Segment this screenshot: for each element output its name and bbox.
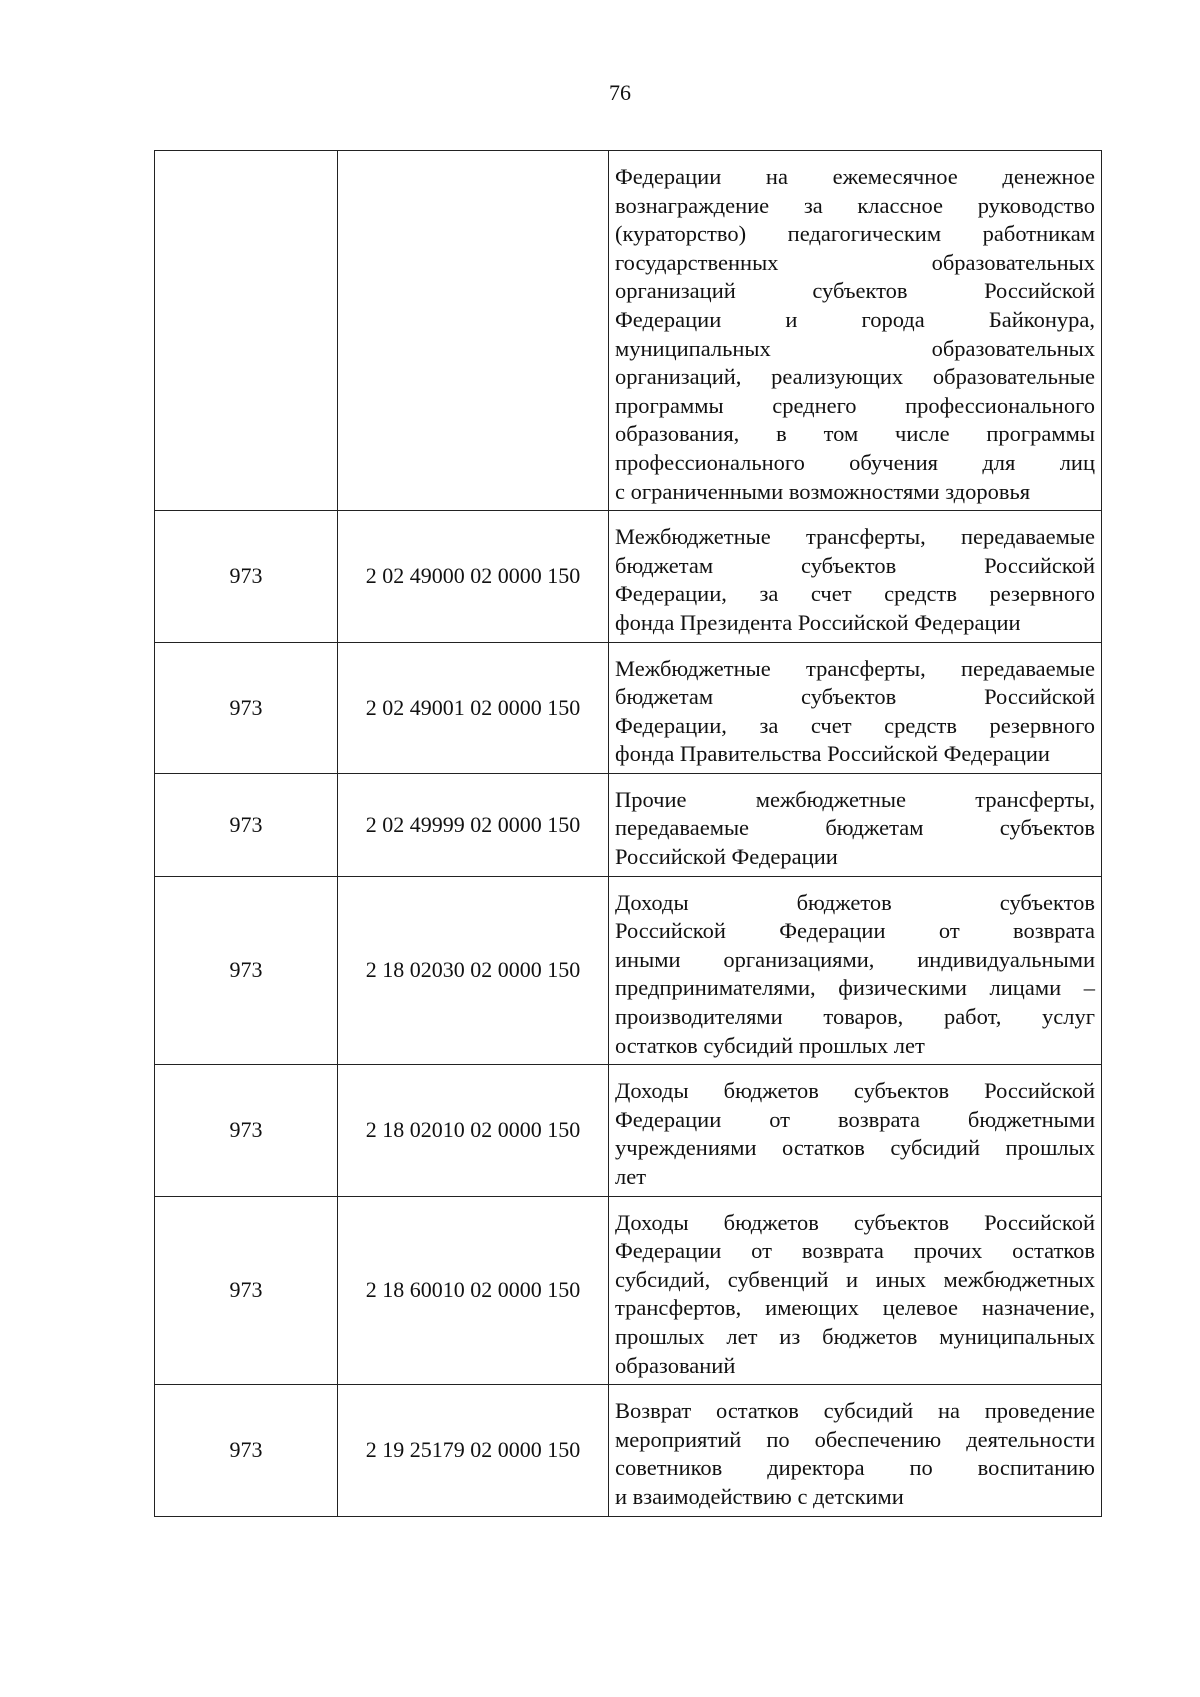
revenue-code-cell: 2 18 02030 02 0000 150 [338, 876, 609, 1065]
table-row [155, 151, 1102, 511]
revenue-code-cell: 2 02 49001 02 0000 150 [338, 642, 609, 773]
revenue-name-line: бюджетам субъектов Российской [615, 684, 1095, 710]
revenue-name-line: Доходы бюджетов субъектов [615, 889, 1095, 915]
revenue-name-text [609, 643, 1101, 773]
revenue-name-line: производителями товаров, работ, услуг [615, 1004, 1095, 1030]
revenue-name-line: лет [615, 1164, 647, 1189]
revenue-name-line: Межбюджетные трансферты, передаваемые [615, 655, 1095, 681]
revenue-name-line: Прочие межбюджетные трансферты, [615, 786, 1095, 812]
revenue-name-line: Межбюджетные трансферты, передаваемые [615, 524, 1095, 550]
admin-code-cell: 973 [155, 1196, 338, 1385]
revenue-name-line: Федерации от возврата прочих остатков [615, 1238, 1095, 1264]
admin-code-cell: 973 [155, 773, 338, 876]
revenue-name-line: Федерации и города Байконура, [615, 306, 1095, 332]
revenue-name-line: предпринимателями, физическими лицами – [615, 975, 1095, 1001]
admin-code-cell: 973 [155, 511, 338, 642]
revenue-name-line: субсидий, субвенций и иных межбюджетных [615, 1266, 1095, 1292]
table-row [155, 773, 1102, 876]
revenue-name-line: образований [615, 1352, 736, 1378]
revenue-code-cell: 2 18 60010 02 0000 150 [338, 1196, 609, 1385]
admin-code-cell [155, 151, 338, 511]
admin-code-cell: 973 [155, 1065, 338, 1196]
revenue-name-line: Доходы бюджетов субъектов Российской [615, 1078, 1095, 1104]
revenue-name-line: Доходы бюджетов субъектов Российской [615, 1209, 1095, 1235]
revenue-name-line: иными организациями, индивидуальными [615, 946, 1095, 972]
revenue-name-text [609, 877, 1101, 1065]
revenue-name-line: фонда Президента Российской Федерации [615, 609, 1021, 635]
revenue-name-cell [609, 151, 1102, 511]
revenue-name-cell [609, 876, 1102, 1065]
revenue-name-line: трансфертов, имеющих целевое назначение, [615, 1295, 1095, 1321]
admin-code-cell: 973 [155, 642, 338, 773]
revenue-code-cell: 2 02 49999 02 0000 150 [338, 773, 609, 876]
revenue-name-line: организаций субъектов Российской [615, 278, 1095, 304]
table-row [155, 1196, 1102, 1385]
revenue-name-line: учреждениями остатков субсидий прошлых [615, 1135, 1095, 1161]
revenue-name-cell [609, 511, 1102, 642]
revenue-name-cell [609, 773, 1102, 876]
revenue-name-line: образования, в том числе программы [615, 421, 1095, 447]
revenue-name-line: Российской Федерации [615, 844, 838, 870]
admin-code-cell: 973 [155, 876, 338, 1065]
revenue-name-cell [609, 1196, 1102, 1385]
revenue-name-text [609, 774, 1101, 876]
revenue-name-line: и взаимодействию с детскими [615, 1483, 904, 1509]
admin-code-cell: 973 [155, 1385, 338, 1516]
revenue-name-line: программы среднего профессионального [615, 392, 1095, 418]
table-row [155, 876, 1102, 1065]
revenue-name-cell [609, 642, 1102, 773]
revenue-name-line: прошлых лет из бюджетов муниципальных [615, 1323, 1095, 1349]
revenue-name-text [609, 1065, 1101, 1195]
revenue-name-line: Российской Федерации от возврата [615, 918, 1095, 944]
revenue-name-line: Федерации от возврата бюджетными [615, 1106, 1095, 1132]
revenue-name-cell [609, 1385, 1102, 1516]
revenue-name-line: вознаграждение за классное руководство [615, 192, 1095, 218]
revenue-name-line: муниципальных образовательных [615, 335, 1095, 361]
revenue-name-line: профессионального обучения для лиц [615, 449, 1095, 475]
revenue-name-text [609, 1197, 1101, 1385]
page-number: 76 [609, 80, 631, 105]
table-row [155, 1065, 1102, 1196]
revenue-name-line: с ограниченными возможностями здоровья [615, 478, 1031, 504]
revenue-name-line: передаваемые бюджетам субъектов [615, 815, 1095, 841]
budget-code-table [154, 150, 1102, 1517]
revenue-name-line: остатков субсидий прошлых лет [615, 1032, 925, 1058]
revenue-name-line: мероприятий по обеспечению деятельности [615, 1426, 1095, 1452]
table-row [155, 1385, 1102, 1516]
revenue-code-cell: 2 19 25179 02 0000 150 [338, 1385, 609, 1516]
revenue-name-text [609, 151, 1101, 510]
revenue-code-cell: 2 02 49000 02 0000 150 [338, 511, 609, 642]
revenue-name-line: (кураторство) педагогическим работникам [615, 221, 1095, 247]
revenue-code-cell: 2 18 02010 02 0000 150 [338, 1065, 609, 1196]
table-row [155, 642, 1102, 773]
table-body [155, 151, 1102, 1517]
revenue-name-line: Федерации на ежемесячное денежное [615, 164, 1095, 189]
revenue-name-text [609, 1385, 1101, 1515]
revenue-code-cell [338, 151, 609, 511]
revenue-name-line: бюджетам субъектов Российской [615, 552, 1095, 578]
revenue-name-text [609, 511, 1101, 641]
revenue-name-line: Возврат остатков субсидий на проведение [615, 1398, 1095, 1424]
revenue-name-line: Федерации, за счет средств резервного [615, 581, 1095, 607]
revenue-name-line: фонда Правительства Российской Федерации [615, 741, 1050, 767]
revenue-name-line: государственных образовательных [615, 249, 1095, 275]
table-row [155, 511, 1102, 642]
revenue-name-line: советников директора по воспитанию [615, 1455, 1095, 1481]
revenue-name-line: Федерации, за счет средств резервного [615, 712, 1095, 738]
revenue-name-cell [609, 1065, 1102, 1196]
revenue-name-line: организаций, реализующих образовательные [615, 364, 1095, 390]
